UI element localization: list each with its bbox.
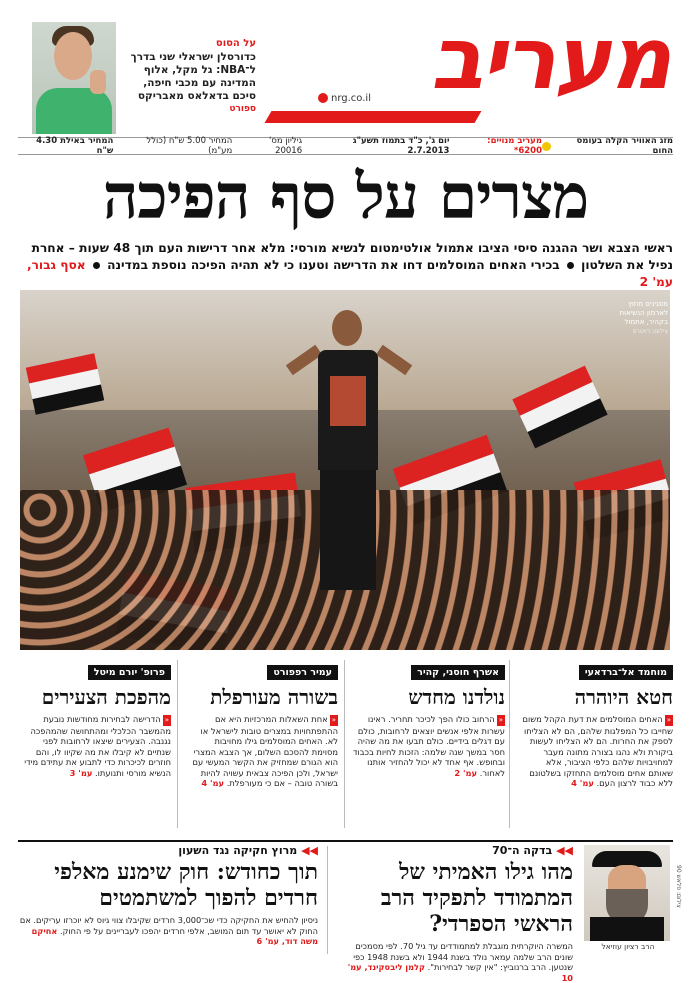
column-title[interactable]: חטא היוהרה — [574, 685, 673, 709]
column-title[interactable]: מהפכת הצעירים — [41, 685, 171, 709]
sports-teaser[interactable] — [124, 38, 256, 114]
subhead-text-2: בכירי האחים המוסלמים דחו את הדרישה וטענו כי לא תהיה הפיכה נוספת במדינה — [107, 258, 560, 272]
column-author: פרופ' יורם מיטל — [88, 665, 171, 680]
column-1[interactable] — [521, 660, 673, 828]
main-photo[interactable] — [20, 290, 670, 650]
site-url-text: nrg.co.il — [331, 93, 371, 104]
story-kicker — [338, 844, 573, 857]
teaser-body: כדורסלן ישראלי שני בדרך ל־NBA: גל מקל, אלוף המדינה עם מכבי חיפה, סיכם בדאלאס מאבריקס — [130, 51, 256, 102]
column-author: מוחמד אל־ברדאעי — [579, 665, 673, 680]
story-title[interactable]: מהו גילו האמיתי של המתמודד לתפקיד הרב הראשי הספרדי? — [380, 859, 573, 937]
column-title[interactable]: נולדנו מחדש — [408, 685, 505, 709]
site-url[interactable] — [318, 93, 371, 104]
issue-date: יום ג', כ"ד בתמוז תשע"ג 2.7.2013 — [352, 136, 450, 156]
story-kicker — [18, 844, 318, 857]
column-body — [19, 714, 171, 778]
story-author[interactable]: אחיקם משה דוד, עמ' 6 — [31, 925, 318, 946]
story-kicker-text: בדקה ה־70 — [492, 844, 553, 857]
story-title[interactable]: תוך כחודש: חוק שימנע מאלפי חרדים להפוך למשתמטים — [54, 859, 318, 911]
rabbi-caption: הרב רציון עוזיאל — [601, 942, 655, 951]
column-divider — [344, 660, 345, 828]
column-page-ref[interactable]: עמ' 2 — [454, 767, 478, 778]
opinion-columns — [18, 660, 673, 830]
triangle-icon: ◀◀ — [301, 844, 318, 857]
arrow-icon: « — [164, 716, 169, 724]
story-rabbi-age[interactable] — [338, 844, 573, 983]
bullet-icon — [567, 262, 574, 269]
story-body-text: המשרה היוקרתית מוגבלת למתמודדים עד גיל 70. לפי מסמכים שונים הרב שלמה עמאר נולד בשנת 1944 ולא בשנת 1948 כפי שנטען. הרב ברנוביץ: "אין קשר לבחירות". — [353, 941, 573, 972]
vertical-photo-credit: צילום: פלאש 90 — [675, 865, 682, 908]
column-body — [353, 714, 505, 778]
triangle-icon: ◀◀ — [556, 844, 573, 857]
column-3[interactable] — [186, 660, 338, 828]
bullet-icon — [93, 262, 100, 269]
column-page-ref[interactable]: עמ' 3 — [69, 767, 93, 778]
column-text: אחת השאלות המרכזיות היא אם ההתפתחויות במצרים טובות לישראל או לא. האחים המוסלמים גילו מחויבות מסוימת להסכם השלום, אך הצבא המצרי הוא הגורם שמחזיק את הקשר המעשי עם ישראל, ולכן הפיכה צבאית עשויה להיות בשורה טובה – אם כי מעורפלת. — [192, 714, 338, 788]
site-dot-icon — [318, 93, 328, 103]
column-page-ref[interactable]: עמ' 4 — [201, 778, 225, 788]
photo-protester — [290, 310, 410, 590]
column-divider — [509, 660, 510, 828]
weather — [542, 136, 673, 156]
logo-text: מעריב — [427, 9, 684, 109]
column-divider — [177, 660, 178, 828]
teaser-kicker: על הסוס — [215, 38, 256, 49]
teaser-photo-hand — [90, 70, 106, 94]
story-divider — [327, 846, 328, 954]
story-body — [18, 915, 318, 947]
subhead-author[interactable]: אסף גבור, עמ' 2 — [26, 258, 673, 289]
teaser-section: ספורט — [229, 104, 256, 114]
bottom-stories — [18, 840, 673, 983]
photo-caption — [610, 300, 668, 336]
main-subhead — [18, 240, 673, 291]
arrow-icon: « — [331, 716, 336, 724]
sun-icon — [542, 142, 551, 151]
main-headline[interactable]: מצרים על סף הפיכה — [102, 160, 589, 233]
newspaper-logo[interactable] — [268, 10, 683, 125]
column-body — [521, 714, 673, 789]
column-4[interactable] — [19, 660, 171, 828]
column-2[interactable] — [353, 660, 505, 828]
column-text: הדרישה לבחירות מחודשות נובעת מהמשבר הכלכלי ומהתחושה שהמהפכה נגנבה. הצעירים שיצאו לרחובות לפני שנתיים לא קיבלו את מה שקיוו לו, והם חוזרים לכיכרות כדי לתבוע את עתידם מידי הנשיא מורסי ותנועתו. — [24, 714, 171, 778]
issue-info — [18, 136, 542, 156]
arrow-icon: « — [498, 716, 503, 724]
column-author: אשרף חוסני, קהיר — [411, 665, 505, 680]
story-draft-law[interactable] — [18, 844, 318, 947]
story-body — [338, 941, 573, 983]
info-strip — [18, 137, 673, 155]
arrow-icon: « — [666, 716, 671, 724]
story-author[interactable]: קלמן ליבסקינד, עמ' 10 — [347, 962, 573, 983]
photo-credit: צילום: רויטרס — [632, 328, 668, 335]
column-page-ref[interactable]: עמ' 4 — [571, 778, 594, 788]
photo-caption-text: מפגינים מחוץ לארמון הנשיאות בקהיר, אתמול — [619, 300, 668, 326]
subhead-text-1: ראשי הצבא ושר ההגנה סיסי הציבו אתמול אולטימטום לנשיא מורסי: מלא אחר דרישות העם תוך 48 שעות – אחרת נפיל את השלטון — [31, 241, 673, 272]
story-body-text: ניסיון להחיש את החקיקה כדי שכ־3,000 חרדים שקיבלו צווי גיוס לא יוכרזו עריקים. אם החוק לא יאושר עד תום המושב, אלפי חרדים יהפכו לעבריינים על פי החוק. — [19, 915, 318, 936]
teaser-photo-face — [54, 32, 92, 80]
eilat-price: המחיר באילת 4.30 ש"ח — [36, 136, 114, 156]
members-phone: מעריב מנויים: 6200* — [487, 136, 542, 156]
logo-underline — [265, 111, 482, 123]
column-body — [186, 714, 338, 789]
column-title[interactable]: בשורה מעורפלת — [210, 685, 338, 709]
rabbi-coat — [590, 917, 664, 941]
issue-number: גיליון מס' 20016 — [269, 136, 303, 156]
rabbi-photo[interactable] — [584, 845, 670, 941]
column-author: עמיר רפפורט — [267, 665, 338, 680]
weather-text: מזג האוויר הקלה בעומס החום — [576, 136, 673, 156]
column-text: הרחוב כולו הפך לכיכר תחריר. ראינו עשרות אלפי אנשים יוצאים לרחובות, כולם עם דגלים בידיים. כולם תבעו את מה שהיה חסר במשך שנה שלמה: הזכות לחיות בכבוד ובחופש. אף אחד לא יכול להחזיר אותנו לאחור. — [352, 714, 505, 778]
price: המחיר 5.00 ש"ח (כולל מע"מ) — [146, 136, 233, 156]
teaser-photo-shirt — [36, 88, 112, 134]
teaser-photo[interactable] — [32, 22, 116, 134]
story-kicker-text: מרוץ חקיקה נגד השעון — [178, 844, 298, 857]
column-text: האחים המוסלמים את דעת הקהל משום שחייבו כל המפלגות שלהם, הם לא הצליחו לספק את החרות. הם לא הצליחו לעשות ביקורת ולא נהגו בצורה מתונה מעבר למחויבויות שלהם כלפי הציבור, אלא שאותם אחים מוסלמים התחזקו בשלטונם ללא כבוד לרצון העם. — [522, 714, 673, 788]
masthead — [0, 0, 689, 140]
